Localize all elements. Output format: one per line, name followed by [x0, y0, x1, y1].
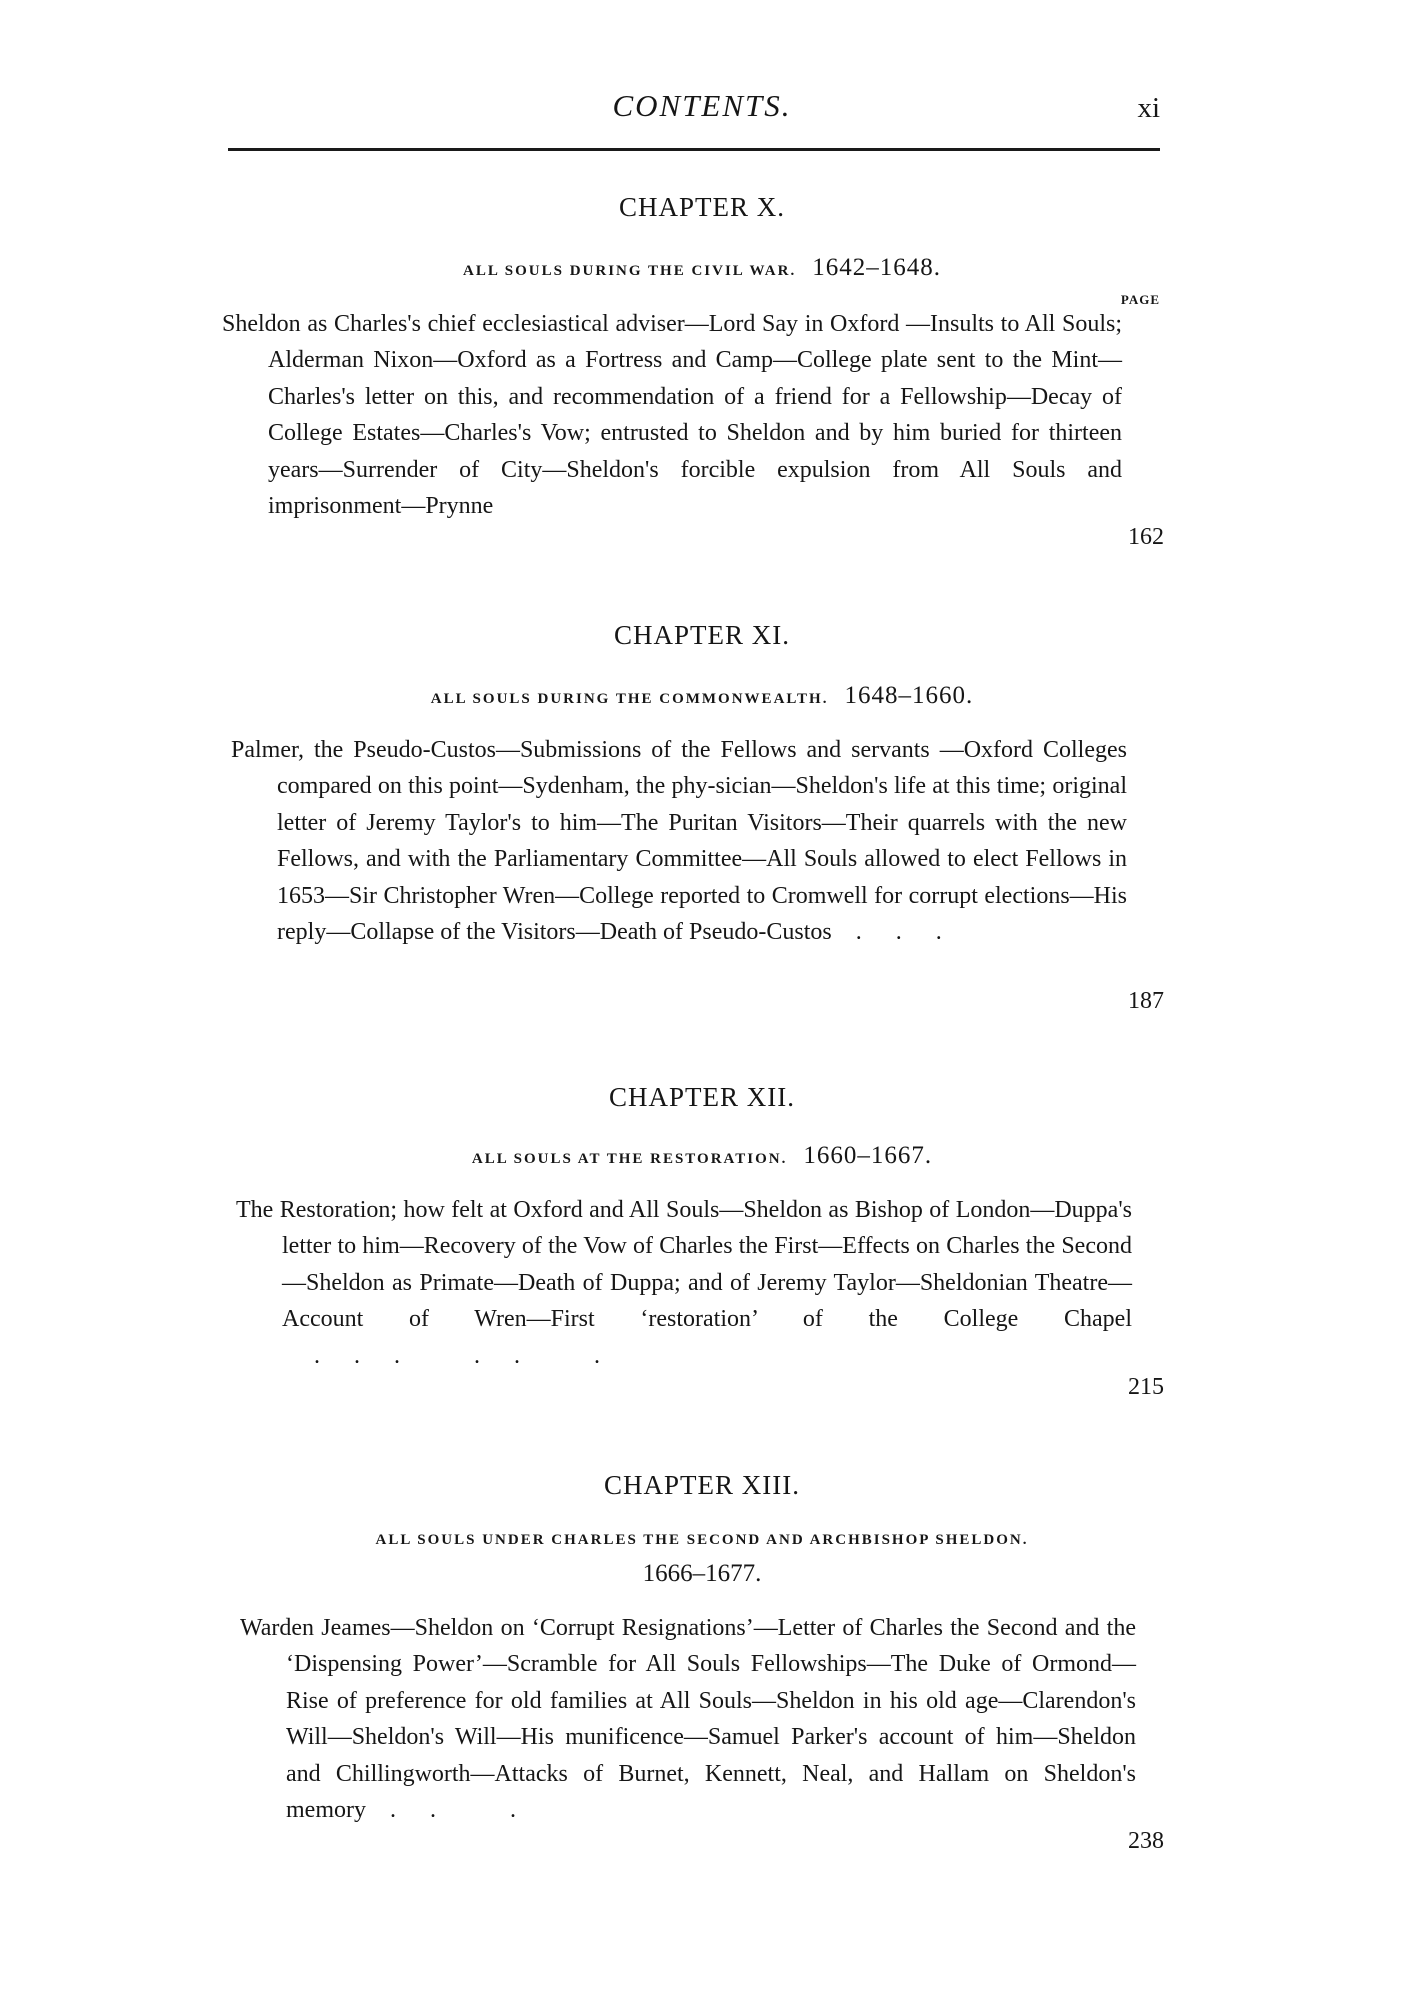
chapter-10-years: 1642–1648. [812, 254, 941, 281]
chapter-13-heading: CHAPTER XIII. [604, 1470, 800, 1500]
chapter-11-subtitle-text: ALL SOULS DURING THE COMMONWEALTH. [430, 691, 829, 707]
chapter-11-subtitle [0, 682, 1404, 710]
chapter-12-summary [236, 1192, 1132, 1374]
chapter-10-subtitle-text: ALL SOULS DURING THE CIVIL WAR. [463, 263, 797, 279]
chapter-13-years: 1666–1677. [642, 1560, 762, 1587]
chapter-11-page-number: 187 [1128, 988, 1164, 1014]
chapter-12-heading: CHAPTER XII. [609, 1082, 795, 1112]
header-rule [228, 148, 1160, 151]
chapter-13-leaders: . . . [365, 1797, 518, 1824]
chapter-13-subtitle: ALL SOULS UNDER CHARLES THE SECOND AND ARCHBISHOP SHELDON. [375, 1532, 1029, 1548]
chapter-12-subtitle [0, 1142, 1404, 1170]
chapter-13-page-number: 238 [1128, 1828, 1164, 1854]
chapter-12-page-number: 215 [1128, 1374, 1164, 1400]
chapter-12-summary-text: The Restoration; how felt at Oxford and All Souls—Sheldon as Bishop of London—Duppa's letter to him—Recovery of the Vow of Charles the First—Effects on Charles the Second—Sheldon as Primate—Death of Duppa; and of Jeremy Taylor—Sheldonian Theatre—Account of Wren—First ‘restoration’ of the College Chapel [236, 1197, 1132, 1333]
chapter-13-summary-text: Warden Jeames—Sheldon on ‘Corrupt Resignations’—Letter of Charles the Second and the ‘Dispensing Power’—Scramble for All Souls Fellowships—The Duke of Ormond—Rise of preference for old families at All Souls—Sheldon in his old age—Clarendon's Will—Sheldon's Will—His munificence—Samuel Parker's account of him—Sheldon and Chillingworth—Attacks of Burnet, Kennett, Neal, and Hallam on Sheldon's memory [240, 1615, 1136, 1824]
chapter-10-heading: CHAPTER X. [618, 192, 785, 222]
chapter-11-leaders: . . . [831, 919, 944, 946]
chapter-11-summary [231, 732, 1127, 950]
chapter-10-subtitle [0, 254, 1404, 282]
chapter-12-years: 1660–1667. [803, 1142, 933, 1169]
chapter-11-years: 1648–1660. [844, 682, 974, 709]
chapter-10-summary [222, 306, 1122, 524]
chapter-11-heading: CHAPTER XI. [613, 620, 790, 650]
chapter-11-summary-text: Palmer, the Pseudo-Custos—Submissions of the Fellows and servants —Oxford Colleges compared on this point—Sydenham, the phy-sician—Sheldon's life at this time; original letter of Jeremy Taylor's to him—The Puritan Visitors—Their quarrels with the new Fellows, and with the Parliamentary Committee—All Souls allowed to elect Fellows in 1653—Sir Christopher Wren—College reported to Cromwell for corrupt elections—His reply—Collapse of the Visitors—Death of Pseudo-Custos [231, 737, 1127, 946]
chapter-10-summary-text: Sheldon as Charles's chief ecclesiastical adviser—Lord Say in Oxford —Insults to All Souls; Alderman Nixon—Oxford as a Fortress and Camp—College plate sent to the Mint—Charles's letter on this, and recommendation of a friend for a Fellowship—Decay of College Estates—Charles's Vow; entrusted to Sheldon and by him buried for thirteen years—Surrender of City—Sheldon's forcible expulsion from All Souls and imprisonment—Prynne [222, 311, 1122, 520]
page-column-label: PAGE [1120, 292, 1160, 307]
page-folio: xi [1137, 92, 1160, 124]
chapter-13-summary [240, 1610, 1136, 1828]
chapter-12-subtitle-text: ALL SOULS AT THE RESTORATION. [471, 1151, 788, 1167]
chapter-10-page-number: 162 [1128, 524, 1164, 550]
chapter-12-leaders: . . . . . . [282, 1342, 602, 1369]
running-title: CONTENTS. [612, 88, 792, 123]
